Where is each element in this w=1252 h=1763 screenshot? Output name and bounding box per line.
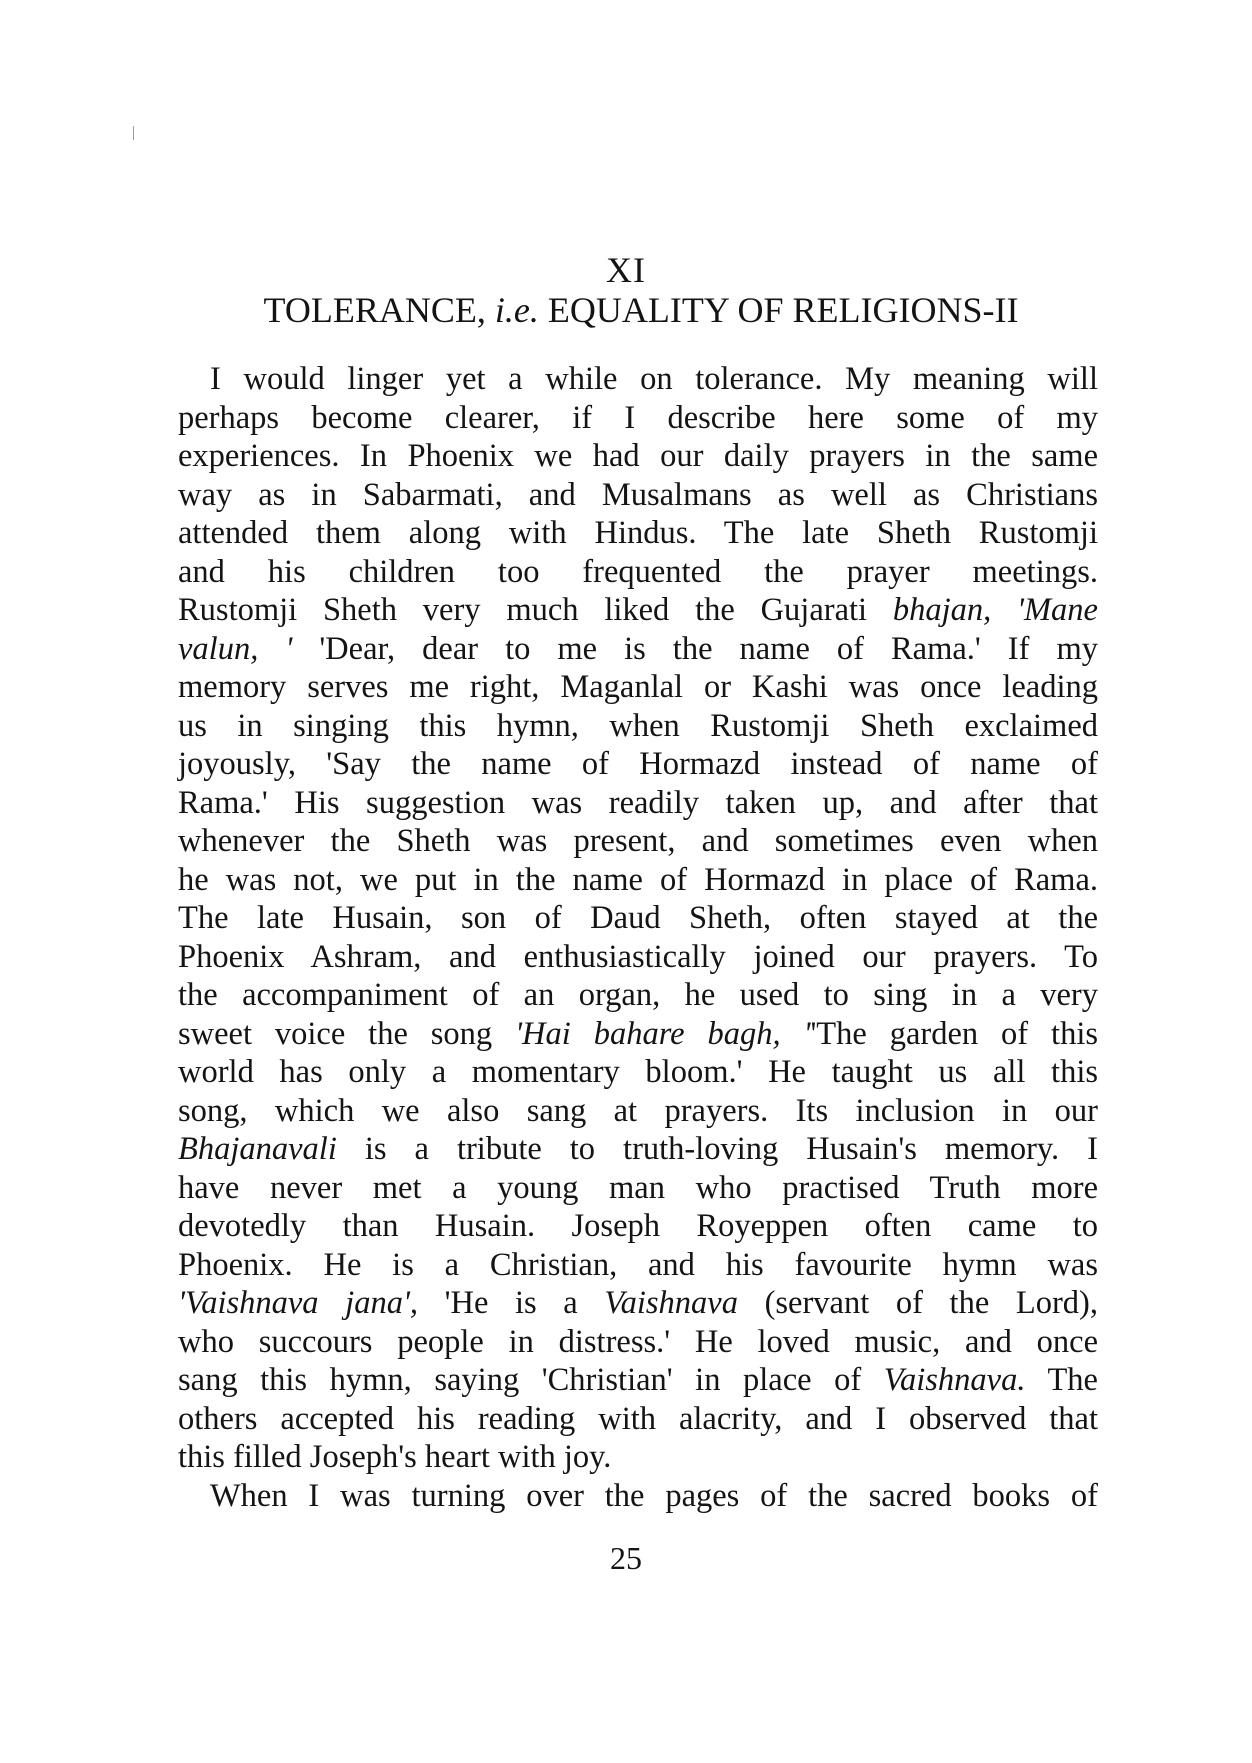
text-segment: he was not, we put in the name of Hormazd in place of Rama. (178, 861, 1098, 898)
text-line (178, 1438, 1098, 1477)
text-line (178, 861, 1098, 900)
text-segment: way as in Sabarmati, and Musalmans as well as Christians (178, 476, 1098, 513)
text-line (178, 1207, 1098, 1246)
text-segment: have never met a young man who practised Truth more (178, 1169, 1098, 1206)
text-segment: When I was turning over the pages of the sacred books of (210, 1477, 1098, 1514)
text-segment: Phoenix. He is a Christian, and his favourite hymn was (178, 1246, 1098, 1283)
text-line (178, 514, 1098, 553)
text-segment: experiences. In Phoenix we had our daily prayers in the same (178, 438, 1098, 474)
text-segment: perhaps become clearer, if I describe here some of my (178, 399, 1098, 436)
text-line (178, 1015, 1098, 1054)
scan-speck (133, 126, 134, 140)
text-segment: is a tribute to truth-loving Husain's memory. I (336, 1131, 1098, 1167)
text-segment: sang this hymn, saying 'Christian' in place of (178, 1362, 884, 1398)
text-segment: us in singing this hymn, when Rustomji Sheth exclaimed (178, 707, 1098, 744)
italic-text: 'Hai bahare bagh, ' (515, 1015, 811, 1052)
text-segment: The late Husain, son of Daud Sheth, often stayed at the (178, 900, 1098, 936)
text-segment: 'The garden of this (810, 1015, 1098, 1052)
text-line (178, 437, 1098, 476)
text-segment: sweet voice the song (178, 1015, 516, 1052)
text-line (178, 899, 1098, 938)
text-line (178, 976, 1098, 1015)
chapter-title-part: EQUALITY OF RELIGIONS-II (538, 290, 1019, 330)
text-line (178, 1130, 1098, 1169)
chapter-title (180, 288, 1102, 332)
text-line (178, 1361, 1098, 1400)
text-line (178, 476, 1098, 515)
text-line (178, 1092, 1098, 1131)
text-line (178, 591, 1098, 630)
italic-text: bhajan, 'Mane (892, 592, 1098, 628)
text-segment: The (1025, 1362, 1098, 1398)
text-segment: Rustomji Sheth very much liked the Gujarati (178, 592, 893, 628)
italic-text: 'Vaishnava jana', (178, 1285, 419, 1321)
italic-text: valun, ' (178, 630, 293, 667)
text-line (178, 553, 1098, 592)
text-segment: who succours people in distress.' He loved music, and once (178, 1323, 1098, 1360)
chapter-title-part: TOLERANCE, (263, 290, 495, 330)
text-segment: this filled Joseph's heart with joy. (178, 1439, 612, 1475)
text-segment: song, which we also sang at prayers. Its inclusion in our (178, 1092, 1098, 1129)
text-segment: 'Dear, dear to me is the name of Rama.' If my (292, 630, 1098, 667)
text-segment: Rama.' His suggestion was readily taken up, and after that (178, 784, 1098, 821)
text-segment: and his children too frequented the prayer meetings. (178, 553, 1098, 590)
text-segment: memory serves me right, Maganlal or Kashi was once leading (178, 669, 1098, 705)
text-line (178, 1477, 1098, 1516)
text-line (178, 668, 1098, 707)
text-segment: Phoenix Ashram, and enthusiastically joined our prayers. To (178, 938, 1098, 975)
text-segment: I would linger yet a while on tolerance. My meaning will (210, 361, 1098, 397)
italic-text: Bhajanavali (178, 1131, 337, 1167)
chapter-title-italic: i.e. (494, 290, 539, 330)
text-segment: world has only a momentary bloom.' He taught us all this (178, 1054, 1098, 1090)
text-segment: whenever the Sheth was present, and sometimes even when (178, 823, 1098, 859)
text-line (178, 630, 1098, 669)
page-number: 25 (610, 1540, 642, 1576)
text-line (178, 399, 1098, 438)
text-line (178, 1169, 1098, 1208)
text-segment: others accepted his reading with alacrity, and I observed that (178, 1400, 1098, 1437)
text-line (178, 784, 1098, 823)
text-segment: 'He is a (418, 1285, 605, 1321)
text-segment: (servant of the Lord), (737, 1285, 1098, 1321)
text-line (178, 1323, 1098, 1362)
text-segment: devotedly than Husain. Joseph Royeppen often came to (178, 1208, 1098, 1244)
text-line (178, 745, 1098, 784)
chapter-number: XI (606, 250, 646, 290)
text-line (178, 1053, 1098, 1092)
text-line (178, 360, 1098, 399)
text-segment: the accompaniment of an organ, he used to sing in a very (178, 977, 1098, 1013)
italic-text: Vaishnava (604, 1285, 738, 1321)
text-line (178, 938, 1098, 977)
italic-text: Vaishnava. (883, 1362, 1026, 1398)
text-line (178, 1284, 1098, 1323)
text-segment: joyously, 'Say the name of Hormazd instead of name of (178, 746, 1098, 782)
text-line (178, 707, 1098, 746)
text-line (178, 1400, 1098, 1439)
text-segment: attended them along with Hindus. The late Sheth Rustomji (178, 515, 1098, 551)
body-text (178, 360, 1098, 1515)
text-line (178, 822, 1098, 861)
text-line (178, 1246, 1098, 1285)
